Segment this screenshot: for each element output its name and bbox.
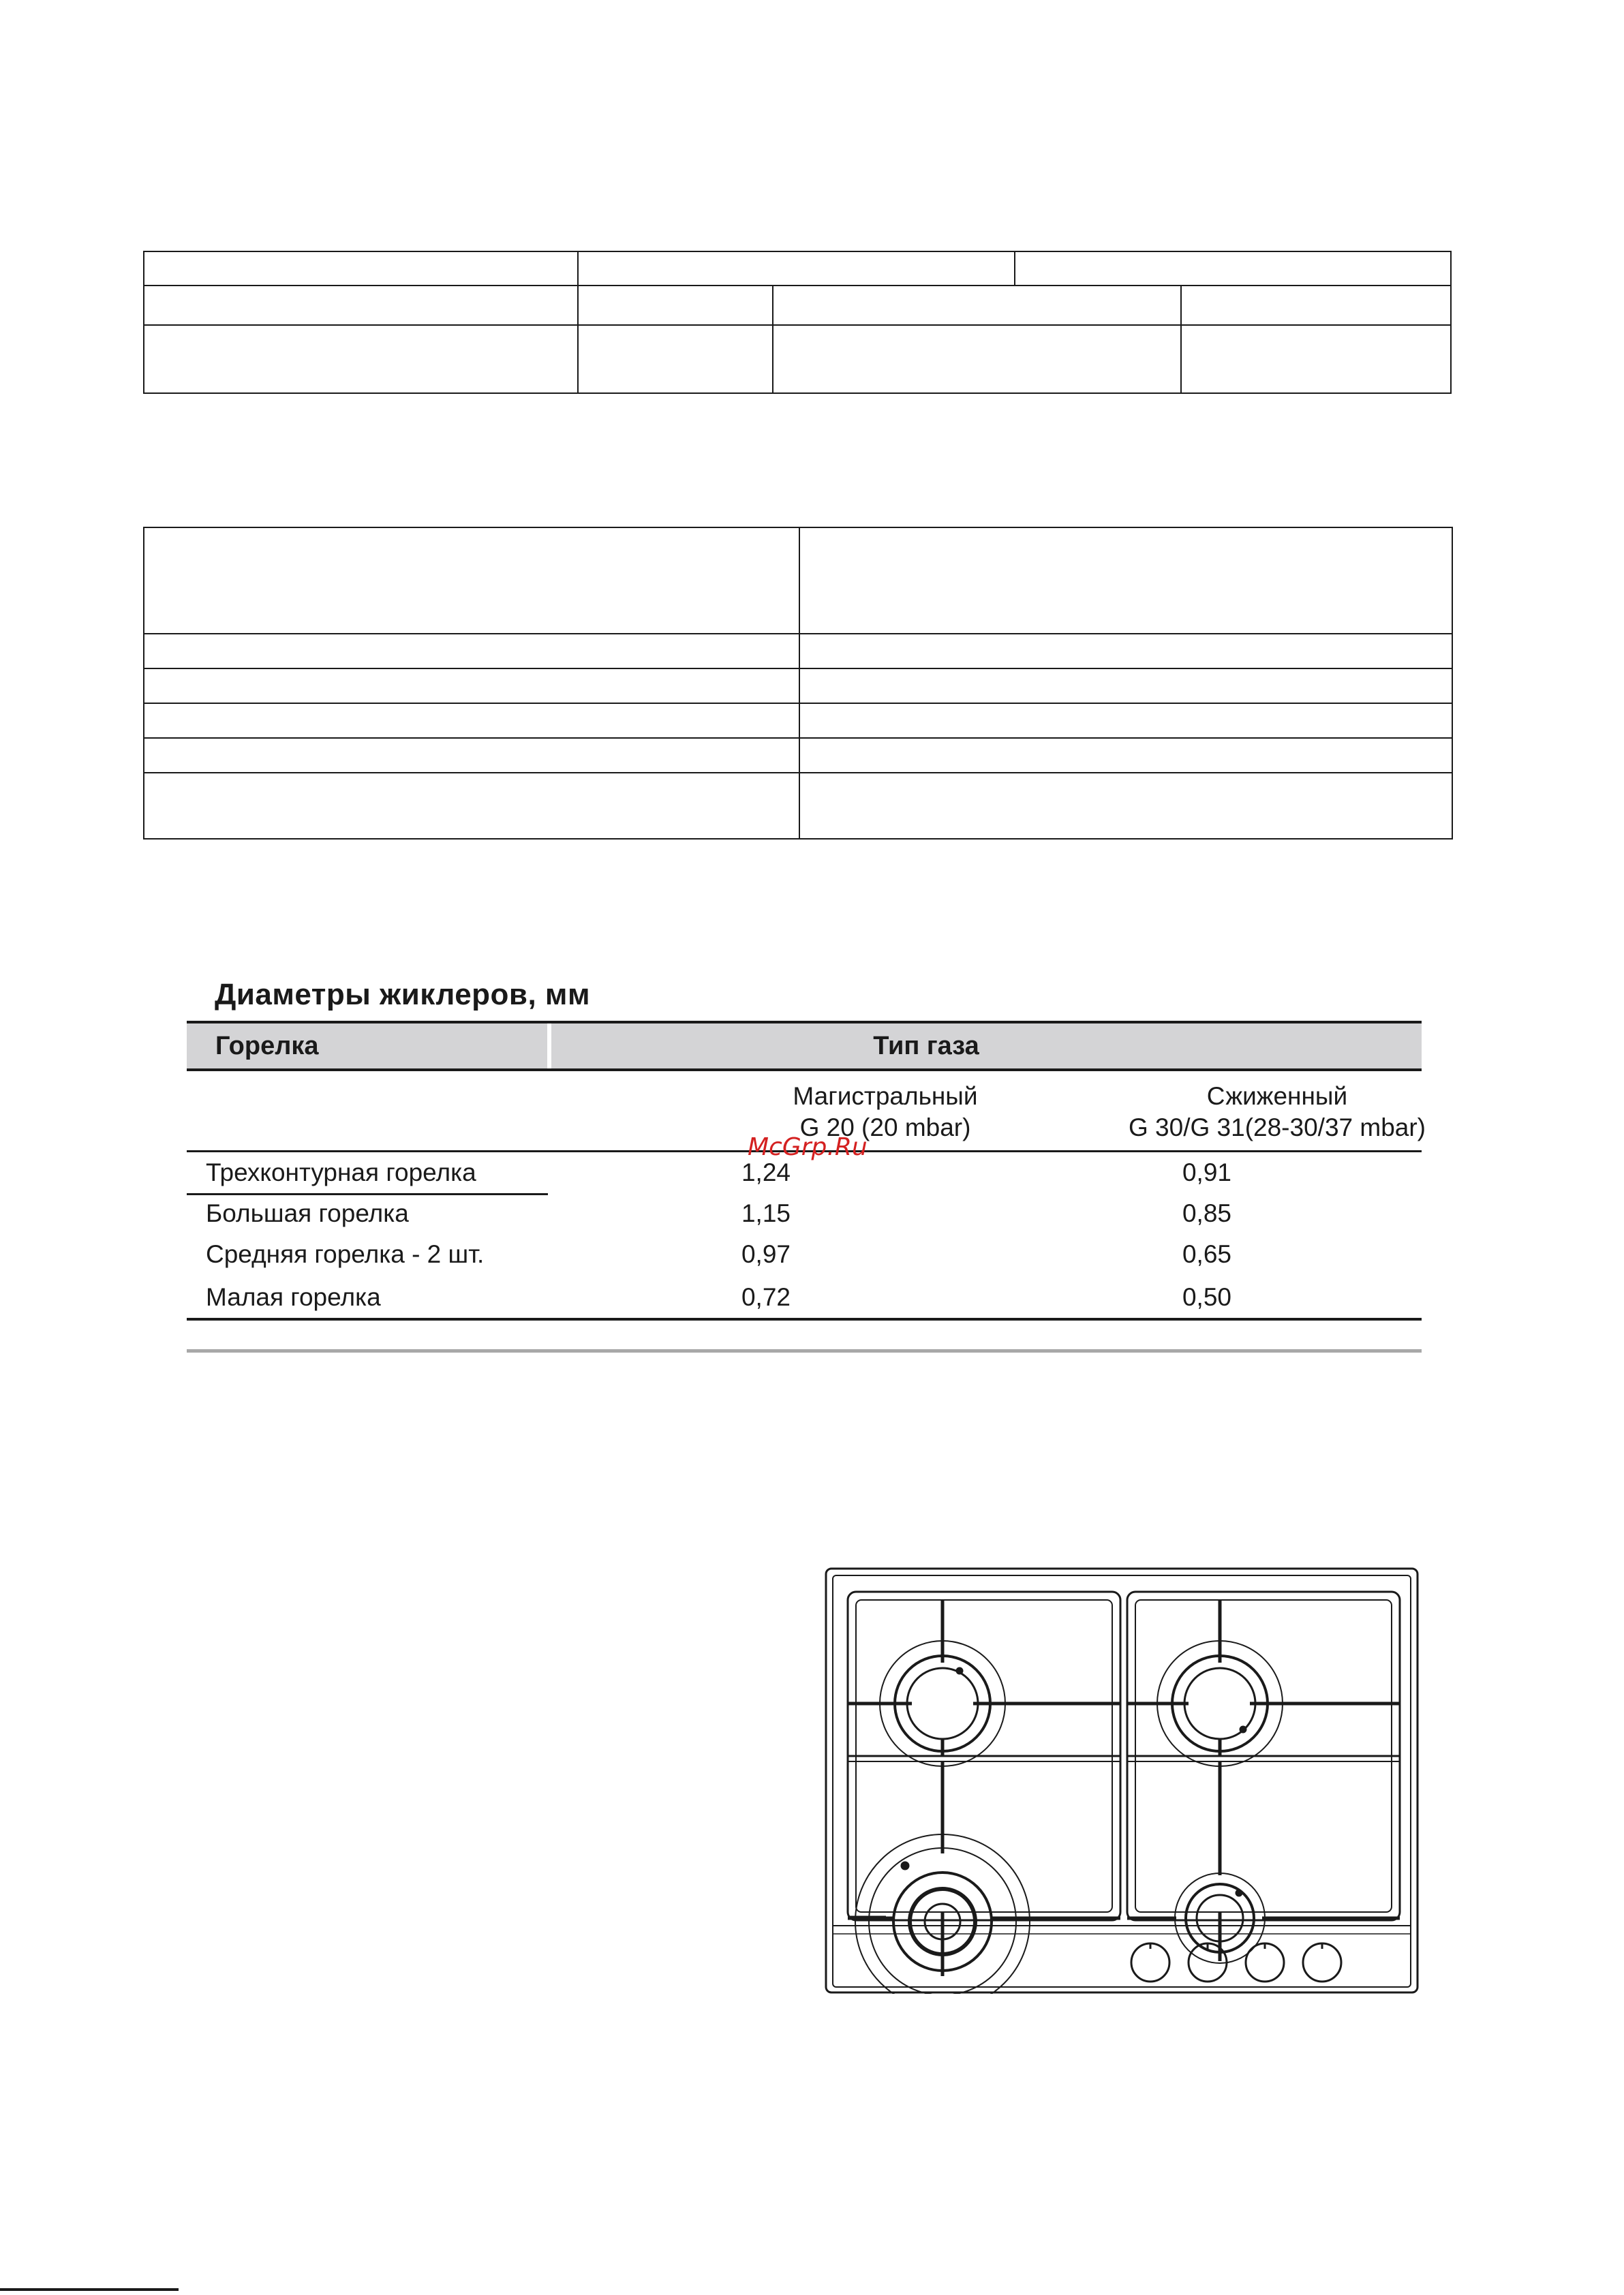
t1-cell [578,286,773,325]
t1-cell [144,286,578,325]
t2-cell [799,527,1452,634]
t2-cell [144,527,799,634]
knob-icon [1246,1943,1284,1982]
empty-table-1 [143,251,1452,394]
table-row [187,1236,1422,1274]
footer-rule [0,2288,179,2291]
header-burner: Горелка [215,1032,319,1060]
t1-cell [1015,251,1451,286]
t1-cell [1181,286,1451,325]
t1-cell [773,325,1181,393]
gas-spec: G 20 (20 mbar) [799,1113,971,1141]
gas-hob-illustration [825,1567,1419,1994]
table-header [187,1023,1422,1068]
t1-cell [578,251,1015,286]
t1-cell [144,251,578,286]
liquefied-value: 0,85 [1182,1199,1231,1227]
header-separator [547,1023,551,1068]
t2-cell [144,738,799,773]
t2-cell [144,773,799,839]
jet-table-title: Диаметры жиклеров, мм [215,978,591,1011]
t2-cell [144,703,799,738]
table-row [187,1279,1422,1317]
t2-cell [144,668,799,703]
knob-icon [1303,1943,1341,1982]
t2-cell [799,634,1452,668]
burner-name: Трехконтурная горелка [206,1158,476,1186]
burner-name: Малая горелка [206,1283,381,1311]
t2-cell [799,738,1452,773]
t1-cell [578,325,773,393]
table-rule [187,1318,1422,1321]
t2-cell [799,773,1452,839]
header-gas-type: Тип газа [873,1032,979,1060]
liquefied-value: 0,50 [1182,1283,1231,1311]
natural-value: 1,24 [741,1158,791,1186]
natural-value: 0,72 [741,1283,791,1311]
burner-name: Средняя горелка - 2 шт. [206,1240,485,1268]
grate-right [1127,1592,1400,1920]
liquefied-value: 0,91 [1182,1158,1231,1186]
t1-cell [1181,325,1451,393]
table-rule [187,1068,1422,1071]
gas-name: Сжиженный [1206,1082,1348,1110]
t1-cell [144,325,578,393]
table-rule-grey [187,1349,1422,1353]
watermark: McGrp.Ru [748,1133,868,1161]
table-row [187,1195,1422,1233]
natural-value: 0,97 [741,1240,791,1268]
gas-spec: G 30/G 31(28-30/37 mbar) [1129,1113,1426,1141]
empty-table-2 [143,527,1453,840]
hob-outline [826,1569,1418,1992]
t2-cell [799,668,1452,703]
t2-cell [799,703,1452,738]
t1-cell [773,286,1181,325]
liquefied-value: 0,65 [1182,1240,1231,1268]
knob-icon [1131,1943,1169,1982]
natural-value: 1,15 [741,1199,791,1227]
gas-column-liquefied [1018,1081,1536,1143]
burner-name: Большая горелка [206,1199,409,1227]
t2-cell [144,634,799,668]
gas-name: Магистральный [793,1082,978,1110]
